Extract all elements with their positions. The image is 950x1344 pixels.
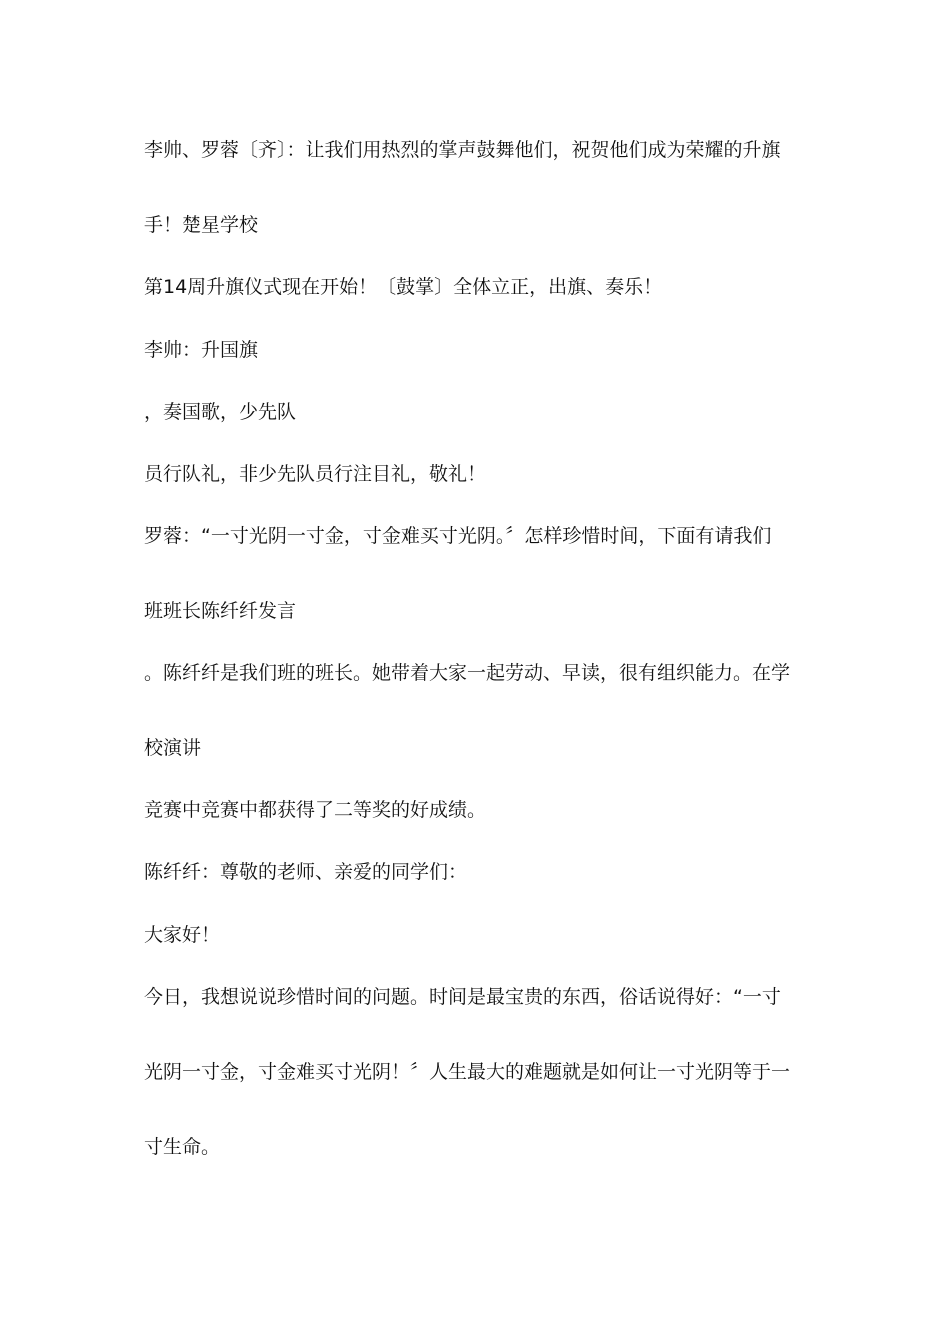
text-line: 今日，我想说说珍惜时间的问题。时间是最宝贵的东西，俗话说得好：“一寸 [144,986,781,1008]
text-line: 班班长陈纤纤发言 [144,600,297,622]
text-line: 校演讲 [144,737,202,759]
text-line: 寸生命。 [144,1136,221,1158]
text-line: 大家好！ [144,924,221,946]
text-line: 手！楚星学校 [144,214,259,236]
text-line: 李帅：升国旗 [144,339,259,361]
text-line: 员行队礼，非少先队员行注目礼，敬礼！ [144,463,487,485]
text-line: ，奏国歌，少先队 [144,401,297,423]
text-line: 第14周升旗仪式现在开始！〔鼓掌〕全体立正，出旗、奏乐！ [144,276,663,298]
text-line: 。陈纤纤是我们班的班长。她带着大家一起劳动、早读，很有组织能力。在学 [144,662,791,684]
text-line: 竞赛中竞赛中都获得了二等奖的好成绩。 [144,799,487,821]
text-line: 李帅、罗蓉〔齐〕：让我们用热烈的掌声鼓舞他们，祝贺他们成为荣耀的升旗 [144,139,781,161]
text-line: 陈纤纤：尊敬的老师、亲爱的同学们： [144,861,468,883]
text-line: 光阴一寸金，寸金难买寸光阴！〞人生最大的难题就是如何让一寸光阴等于一 [144,1061,791,1083]
text-line: 罗蓉：“一寸光阴一寸金，寸金难买寸光阴。〞怎样珍惜时间，下面有请我们 [144,525,772,547]
